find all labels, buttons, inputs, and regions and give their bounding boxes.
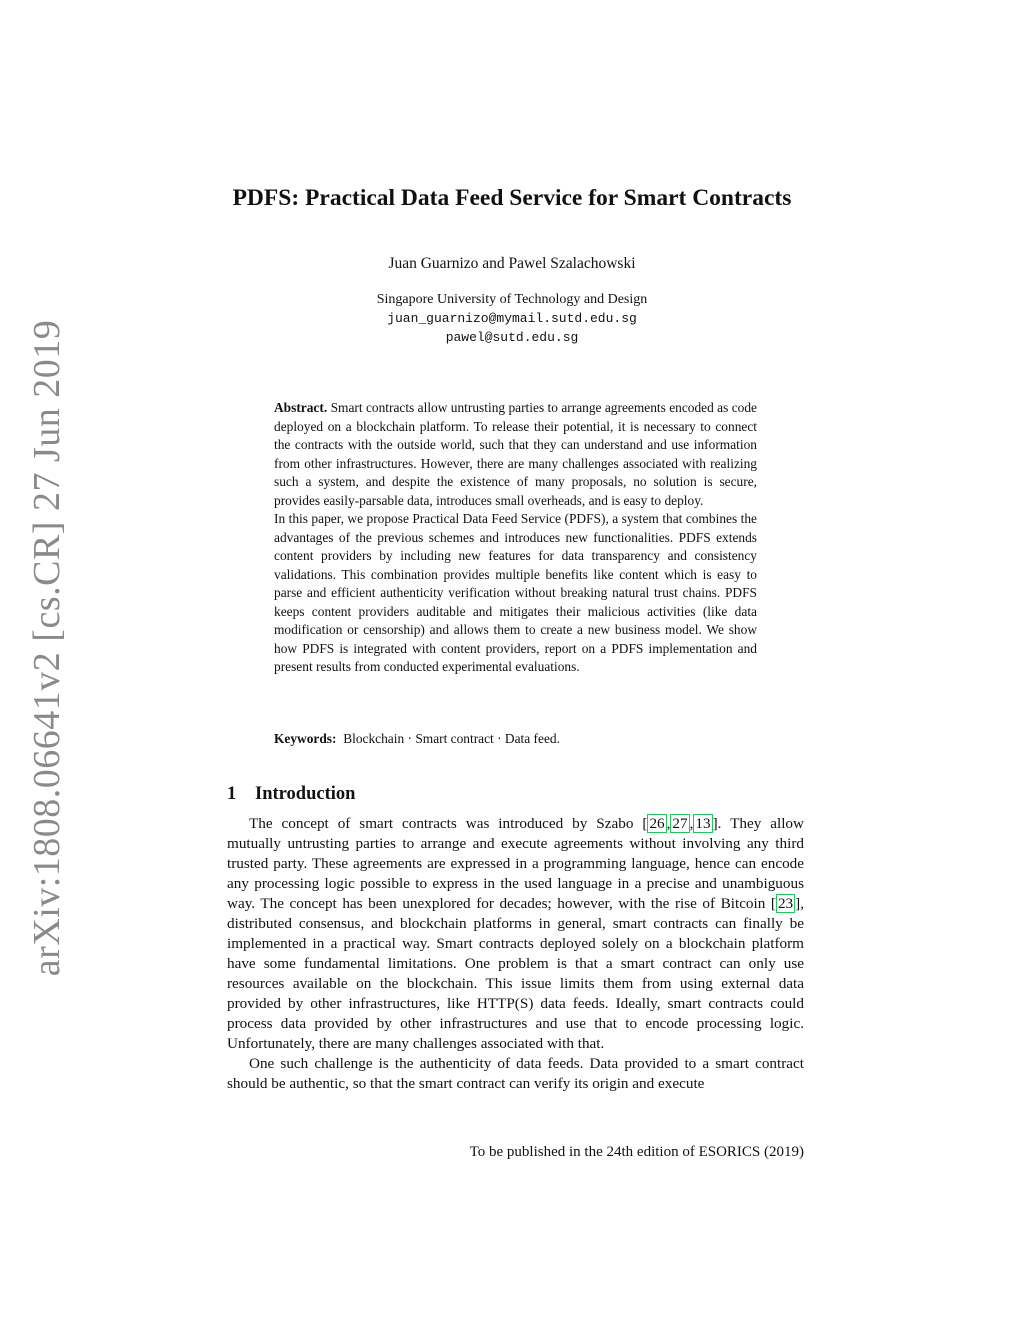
abstract-paragraph-1 — [274, 399, 757, 510]
affiliation-block — [0, 290, 1024, 347]
citation-separator: , — [689, 815, 694, 832]
intro-text-1b: ]. They allow mutually untrusting parties to arrange and execute agreements without involving any third trusted party. These agreements are expressed in a programming language, hence can encode any processing logic possible to express in the used language in a precise and unambiguous way. The concept has been unexplored for decades; however, with the rise of Bitcoin [ — [227, 815, 804, 912]
arxiv-identifier: arXiv:1808.06641v2 [cs.CR] 27 Jun 2019 — [26, 319, 68, 977]
section-title: Introduction — [255, 784, 356, 804]
intro-text-1c: ], distributed consensus, and blockchain platforms in general, smart contracts can finally be implemented in a practical way. Smart contracts deployed solely on a blockchain platform have some fundamental limitations. One problem is that a smart contract can only use resources available on the blockchain. This issue limits them from using external data provided by other infrastructures, like HTTP(S) data feeds. Ideally, smart contracts could process data provided by other infrastructures and use that to encode processing logic. Unfortunately, there are many challenges associated with that. — [227, 895, 804, 1052]
section-number: 1 — [227, 784, 237, 804]
keywords-text: Blockchain · Smart contract · Data feed. — [343, 731, 560, 746]
abstract — [274, 399, 757, 677]
abstract-text-1: Smart contracts allow untrusting parties to arrange agreements encoded as code deployed on a blockchain platform. To release their potential, it is necessary to connect the contracts with the outside world, such that they can understand and use information from other infrastructures. However, there are many challenges associated with realizing such a system, and despite the existence of many proposals, no solution is secure, provides easily-parsable data, introduces small overheads, and is easy to deploy. — [274, 400, 757, 508]
publication-note: To be published in the 24th edition of ESORICS (2019) — [469, 1144, 804, 1160]
email-link-2[interactable]: pawel@sutd.edu.sg — [445, 330, 579, 345]
citation-link-13[interactable]: 13 — [695, 815, 711, 832]
abstract-label: Abstract. — [274, 400, 328, 415]
intro-paragraph-1 — [227, 814, 804, 1054]
citation-link-26[interactable]: 26 — [649, 815, 665, 832]
email-link-1[interactable]: juan_guarnizo@mymail.sutd.edu.sg — [387, 311, 637, 326]
author-list: Juan Guarnizo and Pawel Szalachowski — [388, 255, 636, 272]
abstract-paragraph-2: In this paper, we propose Practical Data Feed Service (PDFS), a system that combines the advantages of the previous schemes and introduces new functionalities. PDFS extends content providers by including new features for data transparency and consistency validations. This combination provides multiple benefits like content which is easy to parse and efficient authenticity verification without breaking natural trust chains. PDFS keeps content providers auditable and mitigates their malicious activities (like data modification or censorship) and allows them to create a new business model. We show how PDFS is integrated with content providers, report on a PDFS implementation and present results from conducted experimental evaluations. — [274, 511, 757, 674]
citation-link-23[interactable]: 23 — [777, 895, 794, 912]
intro-text-1a: The concept of smart contracts was introduced by Szabo [ — [249, 815, 648, 832]
citation-separator: , — [666, 815, 671, 832]
intro-body — [227, 814, 804, 1094]
keywords — [274, 730, 757, 748]
section-heading — [227, 784, 355, 805]
citation-link-27[interactable]: 27 — [672, 815, 688, 832]
paper-title: PDFS: Practical Data Feed Service for Smart Contracts — [232, 185, 792, 211]
keywords-label: Keywords: — [274, 731, 337, 746]
intro-paragraph-2: One such challenge is the authenticity of data feeds. Data provided to a smart contract should be authentic, so that the smart contract can verify its origin and execute — [227, 1055, 804, 1092]
institution: Singapore University of Technology and Design — [376, 292, 648, 307]
